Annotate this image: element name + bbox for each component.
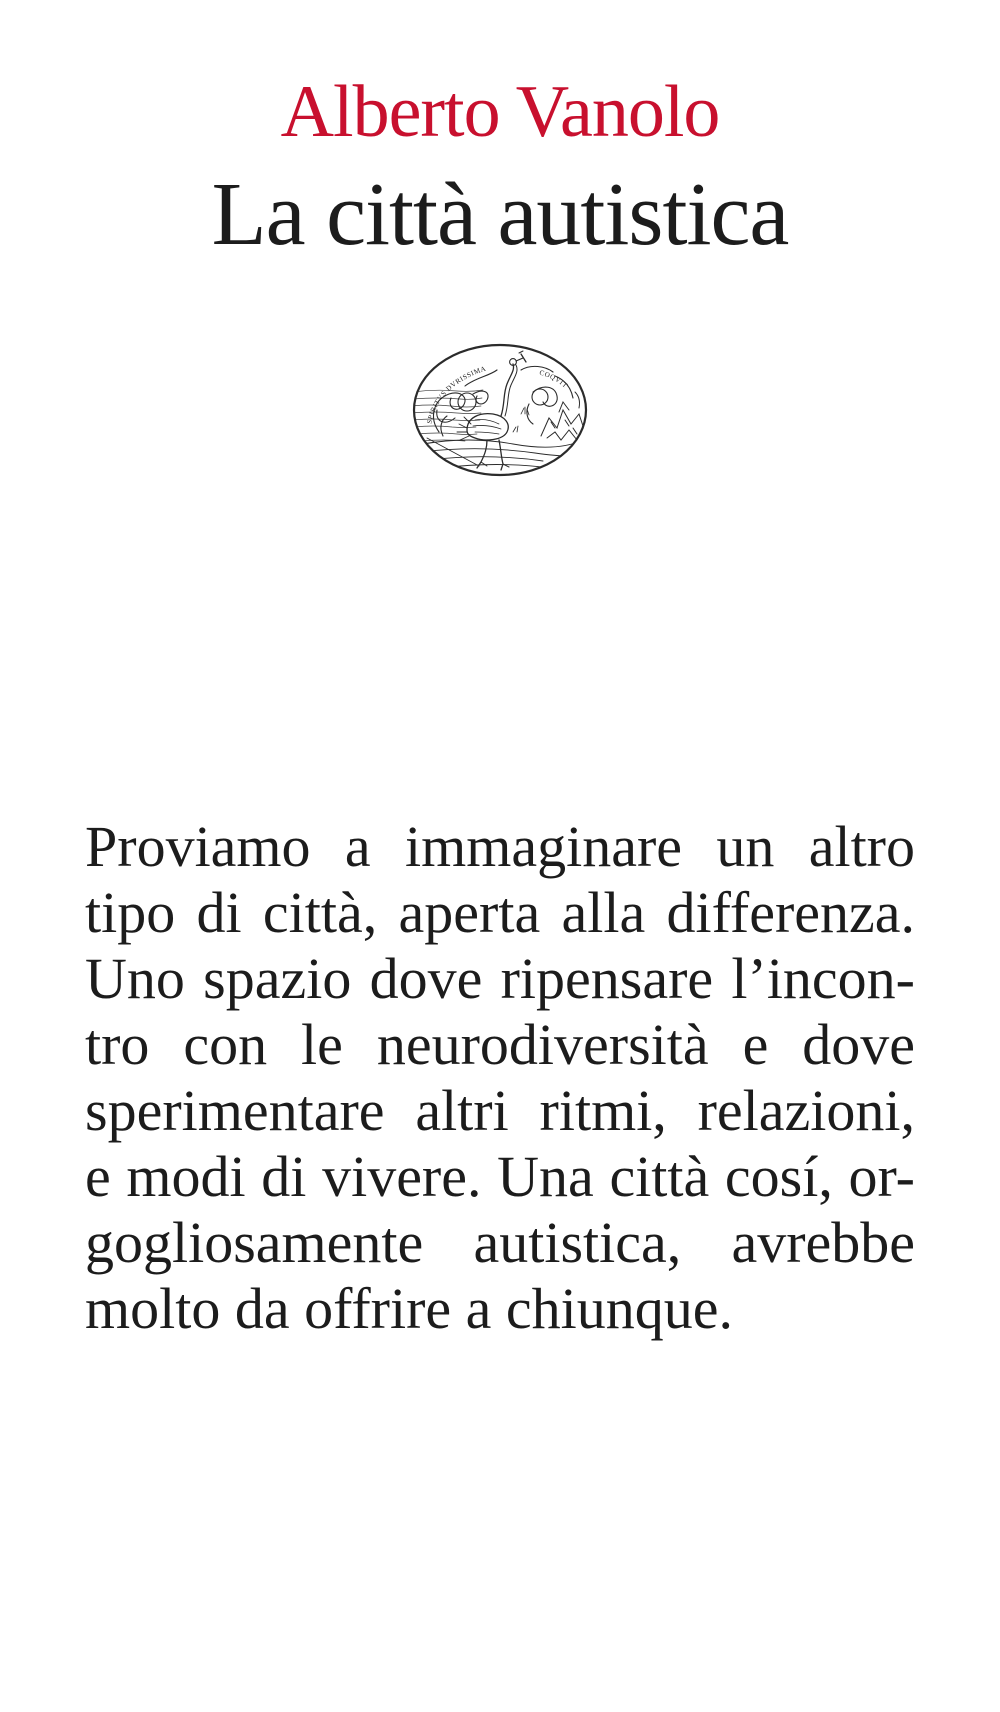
publisher-logo	[0, 340, 1000, 480]
blurb-line: molto da offrire a chiunque.	[85, 1276, 733, 1341]
blurb-line: gogliosamente autistica, avrebbe	[85, 1210, 915, 1275]
book-title: La città autistica	[211, 165, 789, 264]
logo-motto-right: COQVIT	[538, 368, 570, 390]
blurb-line: sperimentare altri ritmi, relazioni,	[85, 1078, 915, 1143]
ostrich-emblem-icon	[409, 340, 591, 480]
blurb-line: tipo di città, aperta alla differenza.	[85, 880, 915, 945]
blurb-paragraph	[85, 814, 915, 1342]
blurb-line: Proviamo a immaginare un altro	[85, 814, 915, 879]
logo-motto-left: SPIRITVS DVRISSIMA	[425, 364, 488, 425]
blurb-line: Uno spazio dove ripensare l’incon-	[85, 946, 915, 1011]
blurb-line: e modi di vivere. Una città cosí, or-	[85, 1144, 915, 1209]
author-name: Alberto Vanolo	[280, 71, 720, 153]
blurb-line: tro con le neurodiversità e dove	[85, 1012, 915, 1077]
